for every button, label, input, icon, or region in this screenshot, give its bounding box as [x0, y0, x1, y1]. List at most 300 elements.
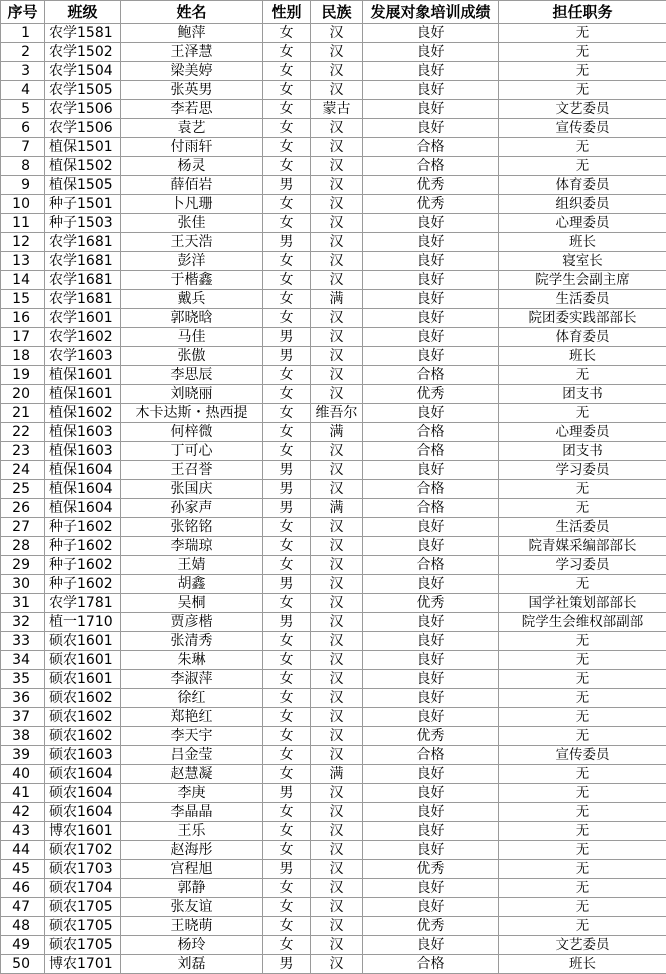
cell-seq: 14: [1, 271, 45, 290]
cell-training-grade: 良好: [363, 81, 499, 100]
table-row: [1, 214, 666, 233]
cell-ethnicity: 汉: [311, 271, 363, 290]
cell-position: 寝室长: [499, 252, 666, 271]
cell-name: 张佳: [121, 214, 263, 233]
cell-ethnicity: 汉: [311, 24, 363, 43]
cell-class: 农学1581: [45, 24, 121, 43]
cell-position: 无: [499, 499, 666, 518]
cell-ethnicity: 汉: [311, 518, 363, 537]
cell-name: 于楷鑫: [121, 271, 263, 290]
cell-name: 刘磊: [121, 955, 263, 974]
header-ethnicity: 民族: [311, 1, 363, 24]
cell-sex: 男: [263, 233, 311, 252]
cell-seq: 47: [1, 898, 45, 917]
cell-position: 文艺委员: [499, 936, 666, 955]
cell-position: 国学社策划部部长: [499, 594, 666, 613]
cell-training-grade: 良好: [363, 765, 499, 784]
cell-training-grade: 良好: [363, 879, 499, 898]
cell-seq: 33: [1, 632, 45, 651]
cell-position: 无: [499, 24, 666, 43]
cell-name: 郭静: [121, 879, 263, 898]
cell-class: 植保1603: [45, 442, 121, 461]
cell-training-grade: 良好: [363, 936, 499, 955]
cell-seq: 19: [1, 366, 45, 385]
cell-position: 无: [499, 157, 666, 176]
cell-sex: 女: [263, 252, 311, 271]
cell-sex: 女: [263, 290, 311, 309]
cell-seq: 39: [1, 746, 45, 765]
table-row: [1, 499, 666, 518]
cell-name: 张国庆: [121, 480, 263, 499]
table-row: [1, 100, 666, 119]
cell-sex: 男: [263, 499, 311, 518]
cell-ethnicity: 汉: [311, 803, 363, 822]
cell-seq: 44: [1, 841, 45, 860]
cell-ethnicity: 汉: [311, 822, 363, 841]
cell-ethnicity: 汉: [311, 727, 363, 746]
cell-position: 无: [499, 822, 666, 841]
cell-ethnicity: 汉: [311, 955, 363, 974]
cell-position: 无: [499, 81, 666, 100]
cell-seq: 23: [1, 442, 45, 461]
cell-position: 体育委员: [499, 328, 666, 347]
cell-training-grade: 良好: [363, 24, 499, 43]
cell-sex: 男: [263, 328, 311, 347]
cell-class: 种子1602: [45, 575, 121, 594]
cell-seq: 2: [1, 43, 45, 62]
cell-training-grade: 良好: [363, 575, 499, 594]
cell-seq: 13: [1, 252, 45, 271]
cell-class: 植保1501: [45, 138, 121, 157]
table-row: [1, 651, 666, 670]
cell-name: 孙家声: [121, 499, 263, 518]
cell-training-grade: 优秀: [363, 727, 499, 746]
cell-sex: 女: [263, 803, 311, 822]
table-row: [1, 594, 666, 613]
cell-class: 农学1502: [45, 43, 121, 62]
table-row: [1, 347, 666, 366]
cell-training-grade: 良好: [363, 841, 499, 860]
cell-ethnicity: 维吾尔: [311, 404, 363, 423]
cell-training-grade: 合格: [363, 480, 499, 499]
cell-position: 无: [499, 670, 666, 689]
cell-sex: 男: [263, 860, 311, 879]
cell-seq: 41: [1, 784, 45, 803]
table-row: [1, 727, 666, 746]
cell-sex: 女: [263, 81, 311, 100]
cell-training-grade: 良好: [363, 43, 499, 62]
cell-ethnicity: 汉: [311, 157, 363, 176]
cell-seq: 7: [1, 138, 45, 157]
cell-class: 硕农1601: [45, 651, 121, 670]
cell-training-grade: 良好: [363, 708, 499, 727]
cell-name: 王召誉: [121, 461, 263, 480]
cell-ethnicity: 满: [311, 499, 363, 518]
cell-class: 硕农1604: [45, 784, 121, 803]
cell-training-grade: 良好: [363, 233, 499, 252]
cell-sex: 男: [263, 955, 311, 974]
cell-name: 丁可心: [121, 442, 263, 461]
cell-ethnicity: 汉: [311, 936, 363, 955]
cell-position: 学习委员: [499, 556, 666, 575]
cell-name: 彭洋: [121, 252, 263, 271]
cell-ethnicity: 汉: [311, 62, 363, 81]
cell-sex: 男: [263, 461, 311, 480]
cell-name: 李思辰: [121, 366, 263, 385]
cell-sex: 男: [263, 613, 311, 632]
table-row: [1, 461, 666, 480]
cell-ethnicity: 汉: [311, 556, 363, 575]
cell-ethnicity: 汉: [311, 537, 363, 556]
cell-position: 宣传委员: [499, 119, 666, 138]
cell-position: 无: [499, 708, 666, 727]
cell-sex: 女: [263, 366, 311, 385]
cell-training-grade: 合格: [363, 442, 499, 461]
cell-ethnicity: 汉: [311, 746, 363, 765]
cell-training-grade: 良好: [363, 613, 499, 632]
cell-name: 鲍萍: [121, 24, 263, 43]
cell-training-grade: 优秀: [363, 594, 499, 613]
cell-seq: 3: [1, 62, 45, 81]
cell-name: 付雨轩: [121, 138, 263, 157]
cell-name: 张清秀: [121, 632, 263, 651]
cell-name: 胡鑫: [121, 575, 263, 594]
table-row: [1, 138, 666, 157]
cell-training-grade: 良好: [363, 404, 499, 423]
cell-seq: 46: [1, 879, 45, 898]
table-row: [1, 62, 666, 81]
cell-name: 李晶晶: [121, 803, 263, 822]
cell-training-grade: 合格: [363, 556, 499, 575]
cell-seq: 42: [1, 803, 45, 822]
cell-name: 王婧: [121, 556, 263, 575]
cell-ethnicity: 汉: [311, 252, 363, 271]
table-row: [1, 442, 666, 461]
cell-ethnicity: 汉: [311, 860, 363, 879]
cell-class: 植保1604: [45, 480, 121, 499]
cell-ethnicity: 汉: [311, 214, 363, 233]
cell-position: 无: [499, 898, 666, 917]
cell-position: 无: [499, 366, 666, 385]
cell-class: 农学1681: [45, 233, 121, 252]
cell-sex: 女: [263, 62, 311, 81]
cell-seq: 48: [1, 917, 45, 936]
cell-position: 班长: [499, 347, 666, 366]
cell-ethnicity: 满: [311, 423, 363, 442]
cell-seq: 9: [1, 176, 45, 195]
cell-seq: 30: [1, 575, 45, 594]
cell-sex: 女: [263, 936, 311, 955]
cell-sex: 女: [263, 195, 311, 214]
cell-ethnicity: 汉: [311, 233, 363, 252]
cell-ethnicity: 汉: [311, 613, 363, 632]
table-row: [1, 670, 666, 689]
header-training-grade: 发展对象培训成绩: [363, 1, 499, 24]
cell-sex: 女: [263, 727, 311, 746]
cell-name: 戴兵: [121, 290, 263, 309]
table-row: [1, 632, 666, 651]
cell-position: 无: [499, 803, 666, 822]
cell-name: 宫程旭: [121, 860, 263, 879]
cell-position: 无: [499, 917, 666, 936]
table-row: [1, 708, 666, 727]
cell-name: 杨灵: [121, 157, 263, 176]
cell-name: 郑艳红: [121, 708, 263, 727]
cell-seq: 37: [1, 708, 45, 727]
cell-name: 木卡达斯・热西提: [121, 404, 263, 423]
table-row: [1, 385, 666, 404]
cell-position: 无: [499, 765, 666, 784]
cell-class: 植保1602: [45, 404, 121, 423]
cell-sex: 女: [263, 214, 311, 233]
cell-name: 王晓萌: [121, 917, 263, 936]
table-row: [1, 613, 666, 632]
cell-class: 植保1601: [45, 366, 121, 385]
cell-class: 种子1501: [45, 195, 121, 214]
cell-seq: 36: [1, 689, 45, 708]
table-row: [1, 290, 666, 309]
table-row: [1, 803, 666, 822]
cell-name: 吕金莹: [121, 746, 263, 765]
cell-ethnicity: 汉: [311, 138, 363, 157]
table-row: [1, 81, 666, 100]
cell-sex: 女: [263, 822, 311, 841]
cell-ethnicity: 满: [311, 290, 363, 309]
cell-training-grade: 良好: [363, 328, 499, 347]
cell-class: 硕农1602: [45, 708, 121, 727]
cell-training-grade: 合格: [363, 138, 499, 157]
cell-sex: 女: [263, 670, 311, 689]
cell-name: 王泽慧: [121, 43, 263, 62]
cell-seq: 49: [1, 936, 45, 955]
cell-sex: 男: [263, 347, 311, 366]
cell-ethnicity: 汉: [311, 651, 363, 670]
table-row: [1, 423, 666, 442]
table-row: [1, 43, 666, 62]
cell-ethnicity: 汉: [311, 575, 363, 594]
cell-class: 硕农1603: [45, 746, 121, 765]
cell-position: 团支书: [499, 442, 666, 461]
cell-class: 植一1710: [45, 613, 121, 632]
cell-ethnicity: 汉: [311, 195, 363, 214]
cell-seq: 24: [1, 461, 45, 480]
table-row: [1, 898, 666, 917]
cell-class: 植保1603: [45, 423, 121, 442]
cell-ethnicity: 汉: [311, 689, 363, 708]
header-sex: 性别: [263, 1, 311, 24]
cell-position: 无: [499, 689, 666, 708]
cell-training-grade: 良好: [363, 518, 499, 537]
header-position: 担任职务: [499, 1, 666, 24]
cell-class: 硕农1702: [45, 841, 121, 860]
cell-name: 张铭铭: [121, 518, 263, 537]
cell-name: 刘晓丽: [121, 385, 263, 404]
cell-training-grade: 优秀: [363, 195, 499, 214]
table-row: [1, 784, 666, 803]
cell-seq: 20: [1, 385, 45, 404]
cell-position: 无: [499, 138, 666, 157]
table-row: [1, 860, 666, 879]
cell-name: 李庚: [121, 784, 263, 803]
cell-sex: 女: [263, 651, 311, 670]
cell-class: 硕农1705: [45, 898, 121, 917]
cell-sex: 男: [263, 176, 311, 195]
cell-seq: 34: [1, 651, 45, 670]
cell-ethnicity: 汉: [311, 898, 363, 917]
table-row: [1, 328, 666, 347]
cell-name: 贾彦楷: [121, 613, 263, 632]
cell-position: 组织委员: [499, 195, 666, 214]
header-row: [1, 1, 666, 24]
cell-position: 学习委员: [499, 461, 666, 480]
table-row: [1, 765, 666, 784]
table-row: [1, 955, 666, 974]
table-row: [1, 233, 666, 252]
cell-class: 种子1602: [45, 556, 121, 575]
cell-position: 院青媒采编部部长: [499, 537, 666, 556]
cell-seq: 21: [1, 404, 45, 423]
cell-position: 无: [499, 727, 666, 746]
cell-sex: 女: [263, 708, 311, 727]
cell-position: 无: [499, 62, 666, 81]
cell-ethnicity: 汉: [311, 670, 363, 689]
table-row: [1, 575, 666, 594]
cell-class: 植保1604: [45, 461, 121, 480]
cell-seq: 28: [1, 537, 45, 556]
cell-position: 宣传委员: [499, 746, 666, 765]
cell-position: 无: [499, 784, 666, 803]
cell-ethnicity: 汉: [311, 442, 363, 461]
cell-seq: 35: [1, 670, 45, 689]
cell-seq: 26: [1, 499, 45, 518]
table-row: [1, 537, 666, 556]
cell-position: 无: [499, 841, 666, 860]
cell-training-grade: 良好: [363, 271, 499, 290]
cell-training-grade: 良好: [363, 803, 499, 822]
cell-class: 硕农1601: [45, 632, 121, 651]
cell-sex: 女: [263, 423, 311, 442]
cell-ethnicity: 汉: [311, 841, 363, 860]
cell-class: 博农1701: [45, 955, 121, 974]
cell-seq: 1: [1, 24, 45, 43]
cell-sex: 女: [263, 594, 311, 613]
cell-seq: 22: [1, 423, 45, 442]
cell-position: 无: [499, 575, 666, 594]
cell-position: 院团委实践部部长: [499, 309, 666, 328]
cell-class: 博农1601: [45, 822, 121, 841]
cell-class: 农学1681: [45, 252, 121, 271]
cell-training-grade: 良好: [363, 651, 499, 670]
cell-class: 农学1681: [45, 290, 121, 309]
cell-training-grade: 合格: [363, 955, 499, 974]
cell-name: 何梓微: [121, 423, 263, 442]
table-row: [1, 841, 666, 860]
cell-position: 心理委员: [499, 423, 666, 442]
cell-name: 张友谊: [121, 898, 263, 917]
cell-training-grade: 良好: [363, 537, 499, 556]
table-row: [1, 917, 666, 936]
cell-seq: 32: [1, 613, 45, 632]
cell-ethnicity: 汉: [311, 119, 363, 138]
cell-sex: 女: [263, 917, 311, 936]
cell-seq: 15: [1, 290, 45, 309]
cell-position: 文艺委员: [499, 100, 666, 119]
cell-ethnicity: 汉: [311, 917, 363, 936]
cell-class: 农学1505: [45, 81, 121, 100]
cell-class: 硕农1604: [45, 765, 121, 784]
cell-position: 班长: [499, 233, 666, 252]
cell-sex: 女: [263, 898, 311, 917]
cell-ethnicity: 汉: [311, 309, 363, 328]
cell-name: 赵海彤: [121, 841, 263, 860]
cell-class: 硕农1703: [45, 860, 121, 879]
cell-class: 硕农1602: [45, 689, 121, 708]
cell-name: 袁艺: [121, 119, 263, 138]
cell-position: 无: [499, 860, 666, 879]
cell-position: 无: [499, 480, 666, 499]
cell-training-grade: 优秀: [363, 917, 499, 936]
cell-name: 李淑萍: [121, 670, 263, 689]
cell-name: 梁美婷: [121, 62, 263, 81]
cell-class: 农学1681: [45, 271, 121, 290]
cell-ethnicity: 汉: [311, 708, 363, 727]
cell-class: 植保1505: [45, 176, 121, 195]
cell-training-grade: 良好: [363, 347, 499, 366]
table-row: [1, 119, 666, 138]
table-row: [1, 689, 666, 708]
cell-position: 无: [499, 43, 666, 62]
cell-seq: 43: [1, 822, 45, 841]
cell-position: 体育委员: [499, 176, 666, 195]
cell-training-grade: 良好: [363, 822, 499, 841]
cell-training-grade: 合格: [363, 157, 499, 176]
cell-training-grade: 良好: [363, 119, 499, 138]
cell-ethnicity: 蒙古: [311, 100, 363, 119]
cell-seq: 8: [1, 157, 45, 176]
cell-sex: 女: [263, 442, 311, 461]
cell-seq: 25: [1, 480, 45, 499]
cell-ethnicity: 汉: [311, 594, 363, 613]
cell-training-grade: 良好: [363, 62, 499, 81]
cell-sex: 女: [263, 556, 311, 575]
cell-sex: 女: [263, 309, 311, 328]
cell-sex: 女: [263, 271, 311, 290]
header-name: 姓名: [121, 1, 263, 24]
cell-ethnicity: 汉: [311, 328, 363, 347]
cell-name: 马佳: [121, 328, 263, 347]
header-class: 班级: [45, 1, 121, 24]
cell-sex: 女: [263, 537, 311, 556]
cell-training-grade: 良好: [363, 784, 499, 803]
cell-seq: 38: [1, 727, 45, 746]
cell-seq: 17: [1, 328, 45, 347]
cell-class: 种子1602: [45, 537, 121, 556]
cell-seq: 11: [1, 214, 45, 233]
cell-training-grade: 良好: [363, 290, 499, 309]
cell-training-grade: 良好: [363, 670, 499, 689]
cell-ethnicity: 汉: [311, 347, 363, 366]
cell-class: 农学1602: [45, 328, 121, 347]
header-seq: 序号: [1, 1, 45, 24]
cell-class: 农学1506: [45, 119, 121, 138]
table-row: [1, 746, 666, 765]
cell-class: 硕农1604: [45, 803, 121, 822]
cell-seq: 6: [1, 119, 45, 138]
cell-seq: 50: [1, 955, 45, 974]
cell-name: 王乐: [121, 822, 263, 841]
cell-seq: 10: [1, 195, 45, 214]
cell-name: 郭晓晗: [121, 309, 263, 328]
